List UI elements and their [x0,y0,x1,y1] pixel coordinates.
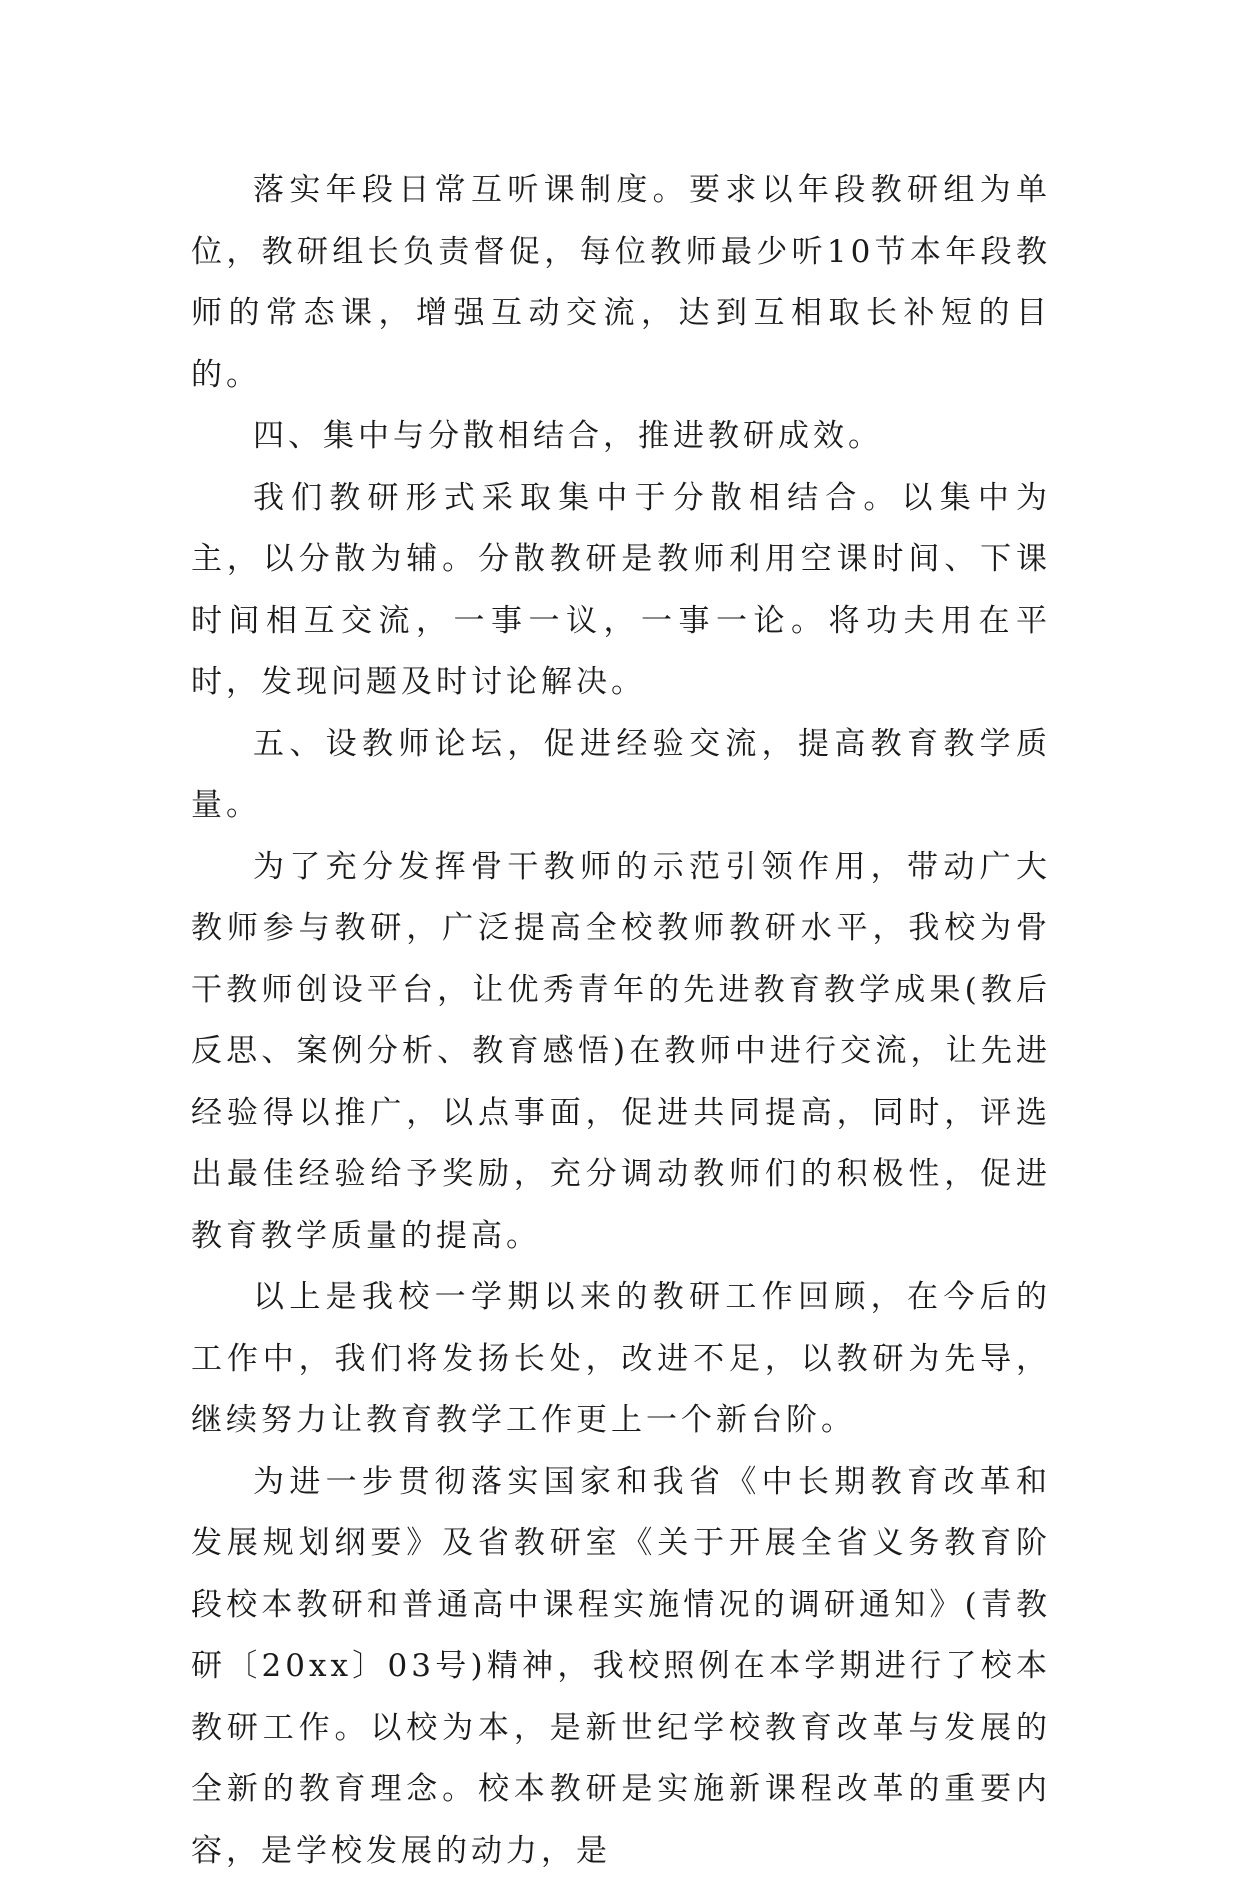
paragraph-listening-system: 落实年段日常互听课制度。要求以年段教研组为单位，教研组长负责督促，每位教师最少听10节本年段教师的常态课，增强互动交流，达到互相取长补短的目的。 [191,160,1051,406]
paragraph-school-research-intro: 为进一步贯彻落实国家和我省《中长期教育改革和发展规划纲要》及省教研室《关于开展全省义务教育阶段校本教研和普通高中课程实施情况的调研通知》(青教研〔20xx〕03号)精神，我校照例在本学期进行了校本教研工作。以校为本，是新世纪学校教育改革与发展的全新的教育理念。校本教研是实施新课程改革的重要内容，是学校发展的动力，是 [191,1452,1051,1882]
document-body [191,160,1051,1882]
section-heading-five: 五、设教师论坛，促进经验交流，提高教育教学质量。 [191,714,1051,837]
paragraph-summary: 以上是我校一学期以来的教研工作回顾，在今后的工作中，我们将发扬长处，改进不足，以教研为先导，继续努力让教育教学工作更上一个新台阶。 [191,1267,1051,1452]
paragraph-teacher-forum: 为了充分发挥骨干教师的示范引领作用，带动广大教师参与教研，广泛提高全校教师教研水平，我校为骨干教师创设平台，让优秀青年的先进教育教学成果(教后反思、案例分析、教育感悟)在教师中进行交流，让先进经验得以推广，以点事面，促进共同提高，同时，评选出最佳经验给予奖励，充分调动教师们的积极性，促进教育教学质量的提高。 [191,837,1051,1268]
paragraph-research-form: 我们教研形式采取集中于分散相结合。以集中为主，以分散为辅。分散教研是教师利用空课时间、下课时间相互交流，一事一议，一事一论。将功夫用在平时，发现问题及时讨论解决。 [191,468,1051,714]
section-heading-four: 四、集中与分散相结合，推进教研成效。 [191,406,1051,468]
